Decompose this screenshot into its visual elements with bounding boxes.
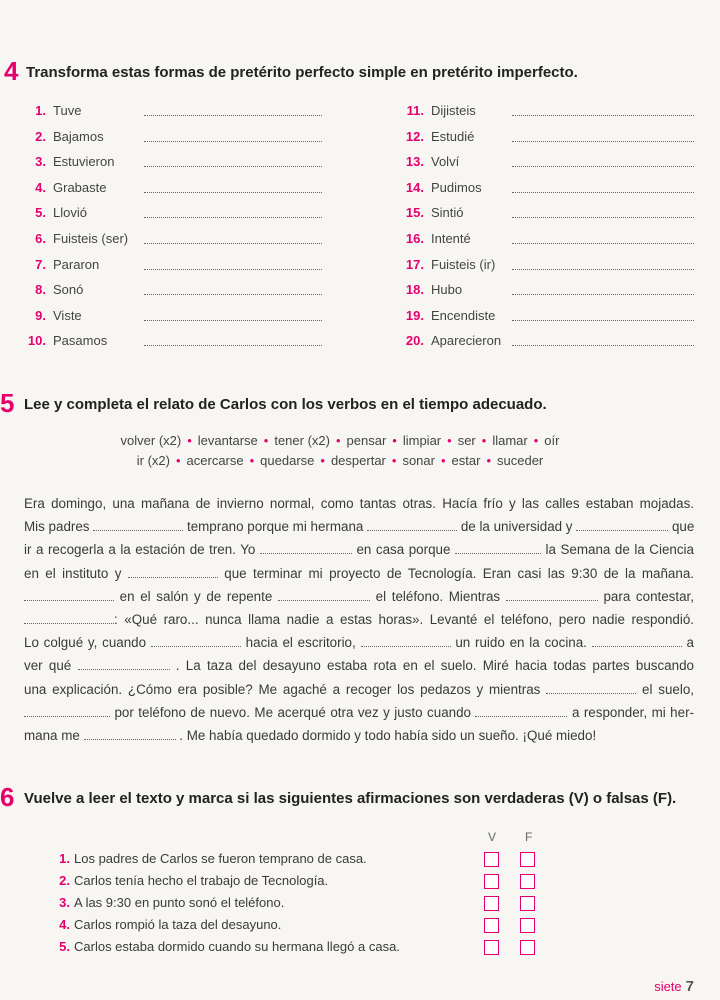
bullet-separator: • [392, 433, 397, 448]
item-number: 5. [35, 205, 46, 221]
exercise-number: 4 [4, 56, 19, 86]
item-number: 7. [35, 256, 46, 272]
answer-blank[interactable] [260, 541, 352, 554]
word-bank-verb: pensar [346, 433, 387, 448]
true-checkbox[interactable] [484, 918, 499, 933]
story-line: : «Qué raro... nunca llama nadie a estas horas». Levanté el teléfono, pero nadie respondió. [24, 608, 694, 631]
statement-number: 2. [59, 873, 70, 888]
bullet-separator: • [481, 433, 487, 448]
bullet-separator: • [440, 453, 446, 468]
word-bank-verb: despertar [330, 453, 386, 468]
statement-number: 1. [59, 851, 70, 866]
true-checkbox[interactable] [484, 896, 499, 911]
item-number: 11. [406, 103, 424, 118]
verb-item [24, 127, 322, 147]
word-bank-verb: tener (x2) [274, 433, 330, 448]
answer-line[interactable] [512, 127, 694, 142]
story-line: ver qué . La taza del desayuno estaba rota en el suelo. Miré hacia todas partes buscando [24, 658, 694, 674]
word-bank-verb: sonar [402, 453, 435, 468]
answer-line[interactable] [512, 101, 694, 116]
verb-form: Aparecieron [431, 333, 502, 349]
verb-form: Fuisteis (ser) [53, 231, 129, 246]
answer-blank[interactable] [24, 588, 114, 601]
answer-blank[interactable] [78, 657, 170, 670]
story-line: en el salón y de repente el teléfono. Mientras para contestar, [24, 585, 694, 608]
true-checkbox[interactable] [484, 874, 499, 889]
answer-line[interactable] [512, 255, 694, 270]
bullet-separator: • [486, 453, 491, 468]
verb-form: Llovió [53, 205, 87, 221]
statement-text: Carlos estaba dormido cuando su hermana llegó a casa. [74, 939, 400, 954]
page-word: siete [654, 979, 682, 994]
false-column-header: F [525, 830, 533, 844]
item-number: 10. [27, 333, 46, 349]
word-bank-verb: acercarse [186, 453, 244, 468]
bullet-separator: • [533, 433, 539, 448]
false-checkbox[interactable] [520, 852, 535, 867]
story-line: ir a recogerla a la estación de tren. Yo en casa porque la Semana de la Ciencia [24, 542, 694, 558]
word-bank-row [40, 451, 640, 471]
bullet-separator: • [175, 453, 181, 468]
answer-blank[interactable] [546, 681, 636, 694]
bullet-separator: • [335, 433, 341, 448]
item-number: 19. [405, 307, 424, 323]
item-number: 15. [405, 205, 424, 221]
verb-form: Pasamos [53, 333, 108, 349]
statement-text: Carlos rompió la taza del desayuno. [74, 917, 282, 932]
statement-text: Los padres de Carlos se fueron temprano de casa. [74, 851, 367, 866]
answer-blank[interactable] [24, 704, 110, 717]
item-number: 3. [35, 154, 46, 170]
verb-form: Intenté [431, 231, 471, 246]
item-number: 16. [405, 231, 424, 246]
answer-blank[interactable] [93, 518, 183, 531]
bullet-separator: • [447, 433, 452, 448]
item-number: 2. [35, 128, 46, 144]
word-bank-verb: ir (x2) [136, 453, 170, 468]
item-number: 6. [35, 231, 46, 246]
verb-item [402, 101, 694, 121]
answer-line[interactable] [512, 152, 694, 167]
statement-row [50, 870, 328, 892]
story-line: mana me . Me había quedado dormido y todo había sido un sueño. ¡Qué miedo! [24, 728, 597, 744]
exercise-number: 6 [0, 782, 15, 812]
statement-row [50, 892, 284, 914]
answer-blank[interactable] [455, 541, 541, 554]
story-line: por teléfono de nuevo. Me acerqué otra vez y justo cuando a responder, mi her- [24, 701, 694, 724]
answer-line[interactable] [512, 280, 694, 295]
answer-blank[interactable] [576, 518, 668, 531]
story-line: en el instituto y que terminar mi proyecto de Tecnología. Eran casi las 9:30 de la mañana. [24, 565, 694, 581]
true-checkbox[interactable] [484, 852, 499, 867]
answer-line[interactable] [512, 178, 694, 193]
item-number: 1. [35, 103, 46, 118]
word-bank-row [40, 431, 640, 451]
verb-form: Hubo [431, 282, 463, 298]
verb-item [24, 152, 322, 172]
verb-form: Pudimos [431, 179, 482, 195]
item-number: 9. [35, 307, 46, 323]
word-bank-verb: estar [451, 453, 481, 468]
item-number: 20. [405, 333, 424, 349]
exercise-title: Transforma estas formas de pretérito perfecto simple en pretérito imperfecto. [26, 64, 578, 81]
page-footer [654, 978, 694, 995]
bullet-separator: • [263, 433, 269, 448]
answer-line[interactable] [144, 178, 322, 193]
bullet-separator: • [249, 453, 255, 468]
answer-blank[interactable] [475, 704, 567, 717]
verb-form: Estudié [431, 128, 475, 144]
word-bank-verb: quedarse [260, 453, 315, 468]
statement-number: 4. [59, 917, 70, 932]
verb-item [24, 280, 322, 300]
verb-item [24, 101, 322, 121]
statement-number: 3. [59, 895, 70, 910]
answer-blank[interactable] [278, 588, 370, 601]
story-line: Lo colgué y, cuando hacia el escritorio, un ruido en la cocina. a [24, 635, 694, 651]
page-number: 7 [685, 978, 694, 995]
true-checkbox[interactable] [484, 940, 499, 955]
answer-line[interactable] [144, 101, 322, 116]
item-number: 13. [405, 154, 424, 170]
statement-row [50, 914, 281, 936]
answer-blank[interactable] [24, 611, 114, 624]
verb-form: Viste [53, 307, 82, 323]
verb-item [402, 152, 694, 172]
item-number: 12. [405, 128, 424, 144]
verb-item [24, 229, 322, 249]
verb-item [402, 255, 694, 275]
verb-item [402, 280, 694, 300]
statement-number: 5. [59, 939, 70, 954]
statement-row [50, 848, 367, 870]
verb-form: Encendiste [431, 307, 496, 323]
answer-line[interactable] [144, 255, 322, 270]
story-line: Mis padres temprano porque mi hermana de la universidad y que [24, 519, 695, 535]
story-line: Era domingo, una mañana de invierno normal, como tantas otras. Hacía frío y las calles estaban mojadas. [24, 496, 694, 511]
item-number: 18. [405, 282, 424, 298]
item-number: 8. [35, 282, 46, 298]
bullet-separator: • [391, 453, 397, 468]
verb-item [402, 178, 694, 198]
verb-form: Grabaste [53, 179, 107, 195]
verb-item [24, 306, 322, 326]
bullet-separator: • [320, 453, 325, 468]
word-bank-verb: suceder [497, 453, 544, 468]
story-line: una explicación. ¿Cómo era posible? Me agaché a recoger los pedazos y mientras el suelo, [24, 681, 694, 697]
verb-form: Pararon [53, 256, 100, 272]
statement-row [50, 936, 400, 958]
answer-line[interactable] [512, 203, 694, 218]
story-text [24, 492, 694, 747]
exercise-title: Lee y completa el relato de Carlos con los verbos en el tiempo adecuado. [24, 396, 547, 413]
statement-text: A las 9:30 en punto sonó el teléfono. [74, 895, 285, 910]
answer-line[interactable] [512, 331, 694, 346]
verb-form: Estuvieron [53, 154, 115, 170]
word-bank-verb: levantarse [197, 433, 258, 448]
answer-blank[interactable] [151, 634, 241, 647]
verb-item [402, 331, 694, 351]
answer-line[interactable] [512, 229, 694, 244]
answer-line[interactable] [144, 280, 322, 295]
verb-form: Sonó [53, 282, 84, 298]
verb-form: Tuve [53, 103, 82, 118]
item-number: 4. [35, 179, 46, 195]
verb-form: Dijisteis [431, 103, 476, 118]
answer-blank[interactable] [592, 634, 682, 647]
answer-line[interactable] [144, 203, 322, 218]
bullet-separator: • [187, 433, 192, 448]
true-column-header: V [488, 830, 497, 844]
verb-item [24, 255, 322, 275]
answer-line[interactable] [512, 306, 694, 321]
verb-form: Sintió [431, 205, 464, 221]
item-number: 14. [405, 179, 424, 195]
verb-form: Bajamos [53, 128, 104, 144]
word-bank-verb: ser [457, 433, 476, 448]
verb-item [24, 203, 322, 223]
verb-item [24, 331, 322, 351]
answer-blank[interactable] [506, 588, 598, 601]
false-checkbox[interactable] [520, 896, 535, 911]
statement-text: Carlos tenía hecho el trabajo de Tecnología. [74, 873, 329, 888]
answer-line[interactable] [144, 229, 322, 244]
answer-line[interactable] [144, 306, 322, 321]
word-bank-verb: llamar [492, 433, 528, 448]
word-bank-verb: volver (x2) [120, 433, 182, 448]
verb-form: Fuisteis (ir) [431, 256, 496, 272]
false-checkbox[interactable] [520, 874, 535, 889]
answer-blank[interactable] [84, 727, 176, 740]
verb-item [402, 306, 694, 326]
answer-blank[interactable] [367, 518, 457, 531]
verb-item [402, 203, 694, 223]
verb-item [24, 178, 322, 198]
word-bank-verb: limpiar [402, 433, 442, 448]
exercise-title: Vuelve a leer el texto y marca si las siguientes afirmaciones son verdaderas (V) o falsas (F). [24, 790, 677, 807]
answer-line[interactable] [144, 152, 322, 167]
exercise-number: 5 [0, 388, 15, 418]
word-bank-verb: oír [544, 433, 560, 448]
answer-line[interactable] [144, 331, 322, 346]
false-checkbox[interactable] [520, 940, 535, 955]
item-number: 17. [405, 256, 424, 272]
answer-blank[interactable] [361, 634, 451, 647]
verb-form: Volví [431, 154, 460, 170]
verb-item [402, 127, 694, 147]
answer-line[interactable] [144, 127, 322, 142]
false-checkbox[interactable] [520, 918, 535, 933]
answer-blank[interactable] [128, 565, 218, 578]
verb-item [402, 229, 694, 249]
